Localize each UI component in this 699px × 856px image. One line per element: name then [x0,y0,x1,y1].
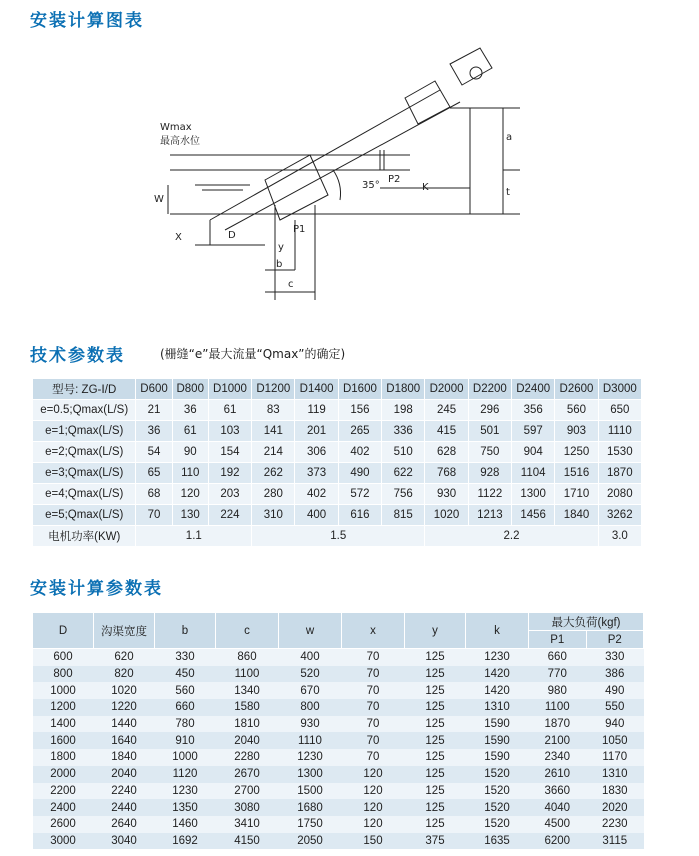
table-cell: 750 [468,442,511,463]
table-cell: 3080 [216,799,279,816]
table-cell: 510 [382,442,425,463]
table-cell: 70 [342,699,405,716]
table-cell: 2280 [216,749,279,766]
table-cell: 1456 [512,505,555,526]
table-cell: 224 [208,505,251,526]
table-cell: 296 [468,400,511,421]
b-header: b [155,613,216,649]
wmax-label: Wmax [160,122,192,133]
table-cell: 65 [136,463,172,484]
table-cell: 1310 [586,766,644,783]
d-label: D [228,230,236,241]
table-cell: 660 [529,649,587,666]
table-cell: 2670 [216,766,279,783]
table-cell: 120 [342,799,405,816]
table-cell: 670 [279,682,342,699]
table-cell: 1050 [586,732,644,749]
table-cell: 1300 [512,484,555,505]
table-cell: 1710 [555,484,598,505]
table-cell: 620 [94,649,155,666]
table-row [33,666,644,683]
table-cell: 940 [586,716,644,733]
table-cell: 1635 [466,833,529,850]
table-cell: 1350 [155,799,216,816]
col-header: D1200 [252,379,295,400]
table-row [33,421,642,442]
table-row [33,716,644,733]
table-cell: 2610 [529,766,587,783]
table-cell: 310 [252,505,295,526]
table-cell: 125 [405,666,466,683]
table-cell: 70 [342,649,405,666]
table-cell: 1122 [468,484,511,505]
col-header: D600 [136,379,172,400]
table-cell: 214 [252,442,295,463]
table-cell: 815 [382,505,425,526]
table-cell: 265 [338,421,381,442]
table-cell: 1400 [33,716,94,733]
p2-header: P2 [586,631,644,649]
table-cell: 2050 [279,833,342,850]
table-cell: 70 [342,666,405,683]
table-cell: 203 [208,484,251,505]
table-cell: 490 [338,463,381,484]
table-cell: 1100 [216,666,279,683]
diagram-labels [154,122,512,290]
col-header: D2400 [512,379,555,400]
table-cell: 330 [155,649,216,666]
table-cell: 2040 [94,766,155,783]
table-cell: 2100 [529,732,587,749]
table-cell: 903 [555,421,598,442]
c-header: c [216,613,279,649]
table-cell: 1250 [555,442,598,463]
table-cell: 1750 [279,816,342,833]
tech-params-table [32,378,642,547]
table-cell: 6200 [529,833,587,850]
max-water-level-label: 最高水位 [160,136,200,147]
table-cell: 1520 [466,766,529,783]
max-load-header: 最大负荷(kgf) [529,613,644,631]
table-row [33,649,644,666]
table-cell: 2020 [586,799,644,816]
table-cell: 768 [425,463,468,484]
table-cell: 125 [405,783,466,800]
table-cell: 3000 [33,833,94,850]
table-cell: 4150 [216,833,279,850]
table-cell: 103 [208,421,251,442]
table-cell: 36 [172,400,208,421]
table-row [33,442,642,463]
table-cell: 650 [598,400,641,421]
table-cell: 1000 [33,682,94,699]
table-cell: 125 [405,699,466,716]
table-cell: 928 [468,463,511,484]
y-header: y [405,613,466,649]
table-cell: 800 [33,666,94,683]
col-header: D800 [172,379,208,400]
table-cell: 1640 [94,732,155,749]
table-cell: 245 [425,400,468,421]
table-cell: 1020 [94,682,155,699]
table-cell: 375 [405,833,466,850]
d-header: D [33,613,94,649]
table-cell: 280 [252,484,295,505]
table-cell: 415 [425,421,468,442]
w-label: W [154,194,164,205]
table-cell: 70 [342,732,405,749]
install-params-title: 安装计算参数表 [30,579,163,599]
table-cell: 1440 [94,716,155,733]
table-cell: 1580 [216,699,279,716]
table-cell: 2340 [529,749,587,766]
row-label: e=0.5;Qmax(L/S) [33,400,136,421]
table-cell: 120 [342,766,405,783]
col-header: D1600 [338,379,381,400]
tech-params-title: 技术参数表 [30,346,125,366]
col-header: D2000 [425,379,468,400]
table-cell: 262 [252,463,295,484]
table-cell: 201 [295,421,338,442]
table-cell: 520 [279,666,342,683]
a-label: a [506,132,513,143]
table-cell: 192 [208,463,251,484]
table-cell: 330 [586,649,644,666]
power-value: 3.0 [598,526,641,547]
col-header: D1400 [295,379,338,400]
table-cell: 1170 [586,749,644,766]
power-row [33,526,642,547]
table-cell: 2040 [216,732,279,749]
table-cell: 68 [136,484,172,505]
table-cell: 1000 [155,749,216,766]
table-cell: 1110 [279,732,342,749]
table-cell: 70 [136,505,172,526]
table-cell: 125 [405,649,466,666]
table-cell: 1460 [155,816,216,833]
table-cell: 141 [252,421,295,442]
table-cell: 780 [155,716,216,733]
table-cell: 1110 [598,421,641,442]
table-cell: 402 [338,442,381,463]
table-cell: 622 [382,463,425,484]
table-cell: 1520 [466,816,529,833]
table-cell: 3660 [529,783,587,800]
table-cell: 130 [172,505,208,526]
tech-params-note: (栅缝“e”最大流量“Qmax”的确定) [160,347,346,361]
table-cell: 820 [94,666,155,683]
table-cell: 2400 [33,799,94,816]
table-cell: 198 [382,400,425,421]
table-cell: 1870 [598,463,641,484]
table-row [33,816,644,833]
table-cell: 1230 [466,649,529,666]
table-cell: 860 [216,649,279,666]
row-label: e=2;Qmax(L/S) [33,442,136,463]
table-cell: 490 [586,682,644,699]
table-row [33,749,644,766]
table-row [33,732,644,749]
table-cell: 90 [172,442,208,463]
y-label: y [278,242,284,253]
table-cell: 61 [172,421,208,442]
k-label: K [422,182,429,193]
table-cell: 1870 [529,716,587,733]
table-cell: 1520 [466,799,529,816]
channel-width-header: 沟渠宽度 [94,613,155,649]
table-cell: 125 [405,766,466,783]
table-cell: 450 [155,666,216,683]
table-row [33,766,644,783]
table-cell: 980 [529,682,587,699]
table-cell: 1100 [529,699,587,716]
table-cell: 70 [342,749,405,766]
table-row [33,484,642,505]
col-header: D1800 [382,379,425,400]
row-label: e=1;Qmax(L/S) [33,421,136,442]
x-header: x [342,613,405,649]
table-cell: 373 [295,463,338,484]
table-cell: 3410 [216,816,279,833]
col-header: D2600 [555,379,598,400]
col-header: D1000 [208,379,251,400]
p1-label: P1 [293,224,306,235]
table-row [33,799,644,816]
table-cell: 1810 [216,716,279,733]
angle-label: 35° [362,180,380,191]
w-header: w [279,613,342,649]
install-chart-title: 安装计算图表 [30,11,144,31]
table-cell: 1590 [466,716,529,733]
install-header-row [33,613,644,631]
table-cell: 2600 [33,816,94,833]
table-row [33,783,644,800]
table-cell: 125 [405,682,466,699]
power-label: 电机功率(KW) [33,526,136,547]
table-cell: 660 [155,699,216,716]
table-row [33,505,642,526]
table-cell: 120 [342,783,405,800]
table-cell: 2230 [586,816,644,833]
x-label: X [175,232,182,243]
b-label: b [276,259,283,270]
table-cell: 597 [512,421,555,442]
table-cell: 1530 [598,442,641,463]
table-cell: 1830 [586,783,644,800]
table-row [33,682,644,699]
table-cell: 110 [172,463,208,484]
table-cell: 756 [382,484,425,505]
table-cell: 402 [295,484,338,505]
table-cell: 1200 [33,699,94,716]
table-cell: 54 [136,442,172,463]
table-cell: 2440 [94,799,155,816]
table-cell: 1300 [279,766,342,783]
table-cell: 125 [405,732,466,749]
table-cell: 125 [405,749,466,766]
p2-label: P2 [388,174,401,185]
tech-table-header-row [33,379,642,400]
table-cell: 1590 [466,749,529,766]
table-cell: 1680 [279,799,342,816]
table-cell: 572 [338,484,381,505]
table-cell: 386 [586,666,644,683]
table-cell: 2200 [33,783,94,800]
table-cell: 70 [342,716,405,733]
table-cell: 61 [208,400,251,421]
table-cell: 2000 [33,766,94,783]
table-cell: 156 [338,400,381,421]
table-cell: 1104 [512,463,555,484]
table-cell: 21 [136,400,172,421]
table-cell: 1600 [33,732,94,749]
table-cell: 125 [405,716,466,733]
power-value: 1.5 [252,526,425,547]
table-cell: 3115 [586,833,644,850]
col-header: D2200 [468,379,511,400]
table-cell: 125 [405,799,466,816]
table-cell: 4040 [529,799,587,816]
table-cell: 2640 [94,816,155,833]
table-row [33,699,644,716]
table-cell: 1120 [155,766,216,783]
row-label: e=5;Qmax(L/S) [33,505,136,526]
table-cell: 904 [512,442,555,463]
power-value: 2.2 [425,526,598,547]
row-label: e=3;Qmax(L/S) [33,463,136,484]
table-cell: 616 [338,505,381,526]
installation-diagram [140,30,540,315]
table-cell: 36 [136,421,172,442]
table-cell: 306 [295,442,338,463]
t-label: t [506,187,510,198]
model-header: 型号: ZG-Ⅰ/D [33,379,136,400]
table-cell: 400 [295,505,338,526]
install-table-body [33,649,644,850]
table-cell: 1800 [33,749,94,766]
table-cell: 1420 [466,682,529,699]
table-cell: 154 [208,442,251,463]
table-cell: 1213 [468,505,511,526]
table-cell: 150 [342,833,405,850]
install-params-table [32,612,644,849]
table-cell: 1230 [279,749,342,766]
table-cell: 1840 [94,749,155,766]
table-cell: 1310 [466,699,529,716]
table-cell: 1840 [555,505,598,526]
table-cell: 501 [468,421,511,442]
table-cell: 930 [279,716,342,733]
table-cell: 120 [172,484,208,505]
table-cell: 83 [252,400,295,421]
table-cell: 628 [425,442,468,463]
table-cell: 1230 [155,783,216,800]
table-cell: 550 [586,699,644,716]
table-cell: 3262 [598,505,641,526]
k-header: k [466,613,529,649]
c-label: c [288,279,294,290]
table-cell: 910 [155,732,216,749]
table-cell: 1220 [94,699,155,716]
table-cell: 600 [33,649,94,666]
table-cell: 2080 [598,484,641,505]
table-cell: 1520 [466,783,529,800]
table-row [33,833,644,850]
table-cell: 1516 [555,463,598,484]
table-cell: 930 [425,484,468,505]
p1-header: P1 [529,631,587,649]
table-cell: 770 [529,666,587,683]
table-cell: 400 [279,649,342,666]
table-cell: 336 [382,421,425,442]
table-row [33,400,642,421]
table-row [33,463,642,484]
table-cell: 1692 [155,833,216,850]
table-cell: 560 [555,400,598,421]
table-cell: 1590 [466,732,529,749]
table-cell: 2240 [94,783,155,800]
table-cell: 120 [342,816,405,833]
row-label: e=4;Qmax(L/S) [33,484,136,505]
table-cell: 356 [512,400,555,421]
col-header: D3000 [598,379,641,400]
table-cell: 70 [342,682,405,699]
table-cell: 1020 [425,505,468,526]
power-value: 1.1 [136,526,252,547]
table-cell: 1340 [216,682,279,699]
table-cell: 560 [155,682,216,699]
table-cell: 1420 [466,666,529,683]
table-cell: 125 [405,816,466,833]
table-cell: 4500 [529,816,587,833]
table-cell: 2700 [216,783,279,800]
table-cell: 3040 [94,833,155,850]
table-cell: 1500 [279,783,342,800]
table-cell: 119 [295,400,338,421]
table-cell: 800 [279,699,342,716]
